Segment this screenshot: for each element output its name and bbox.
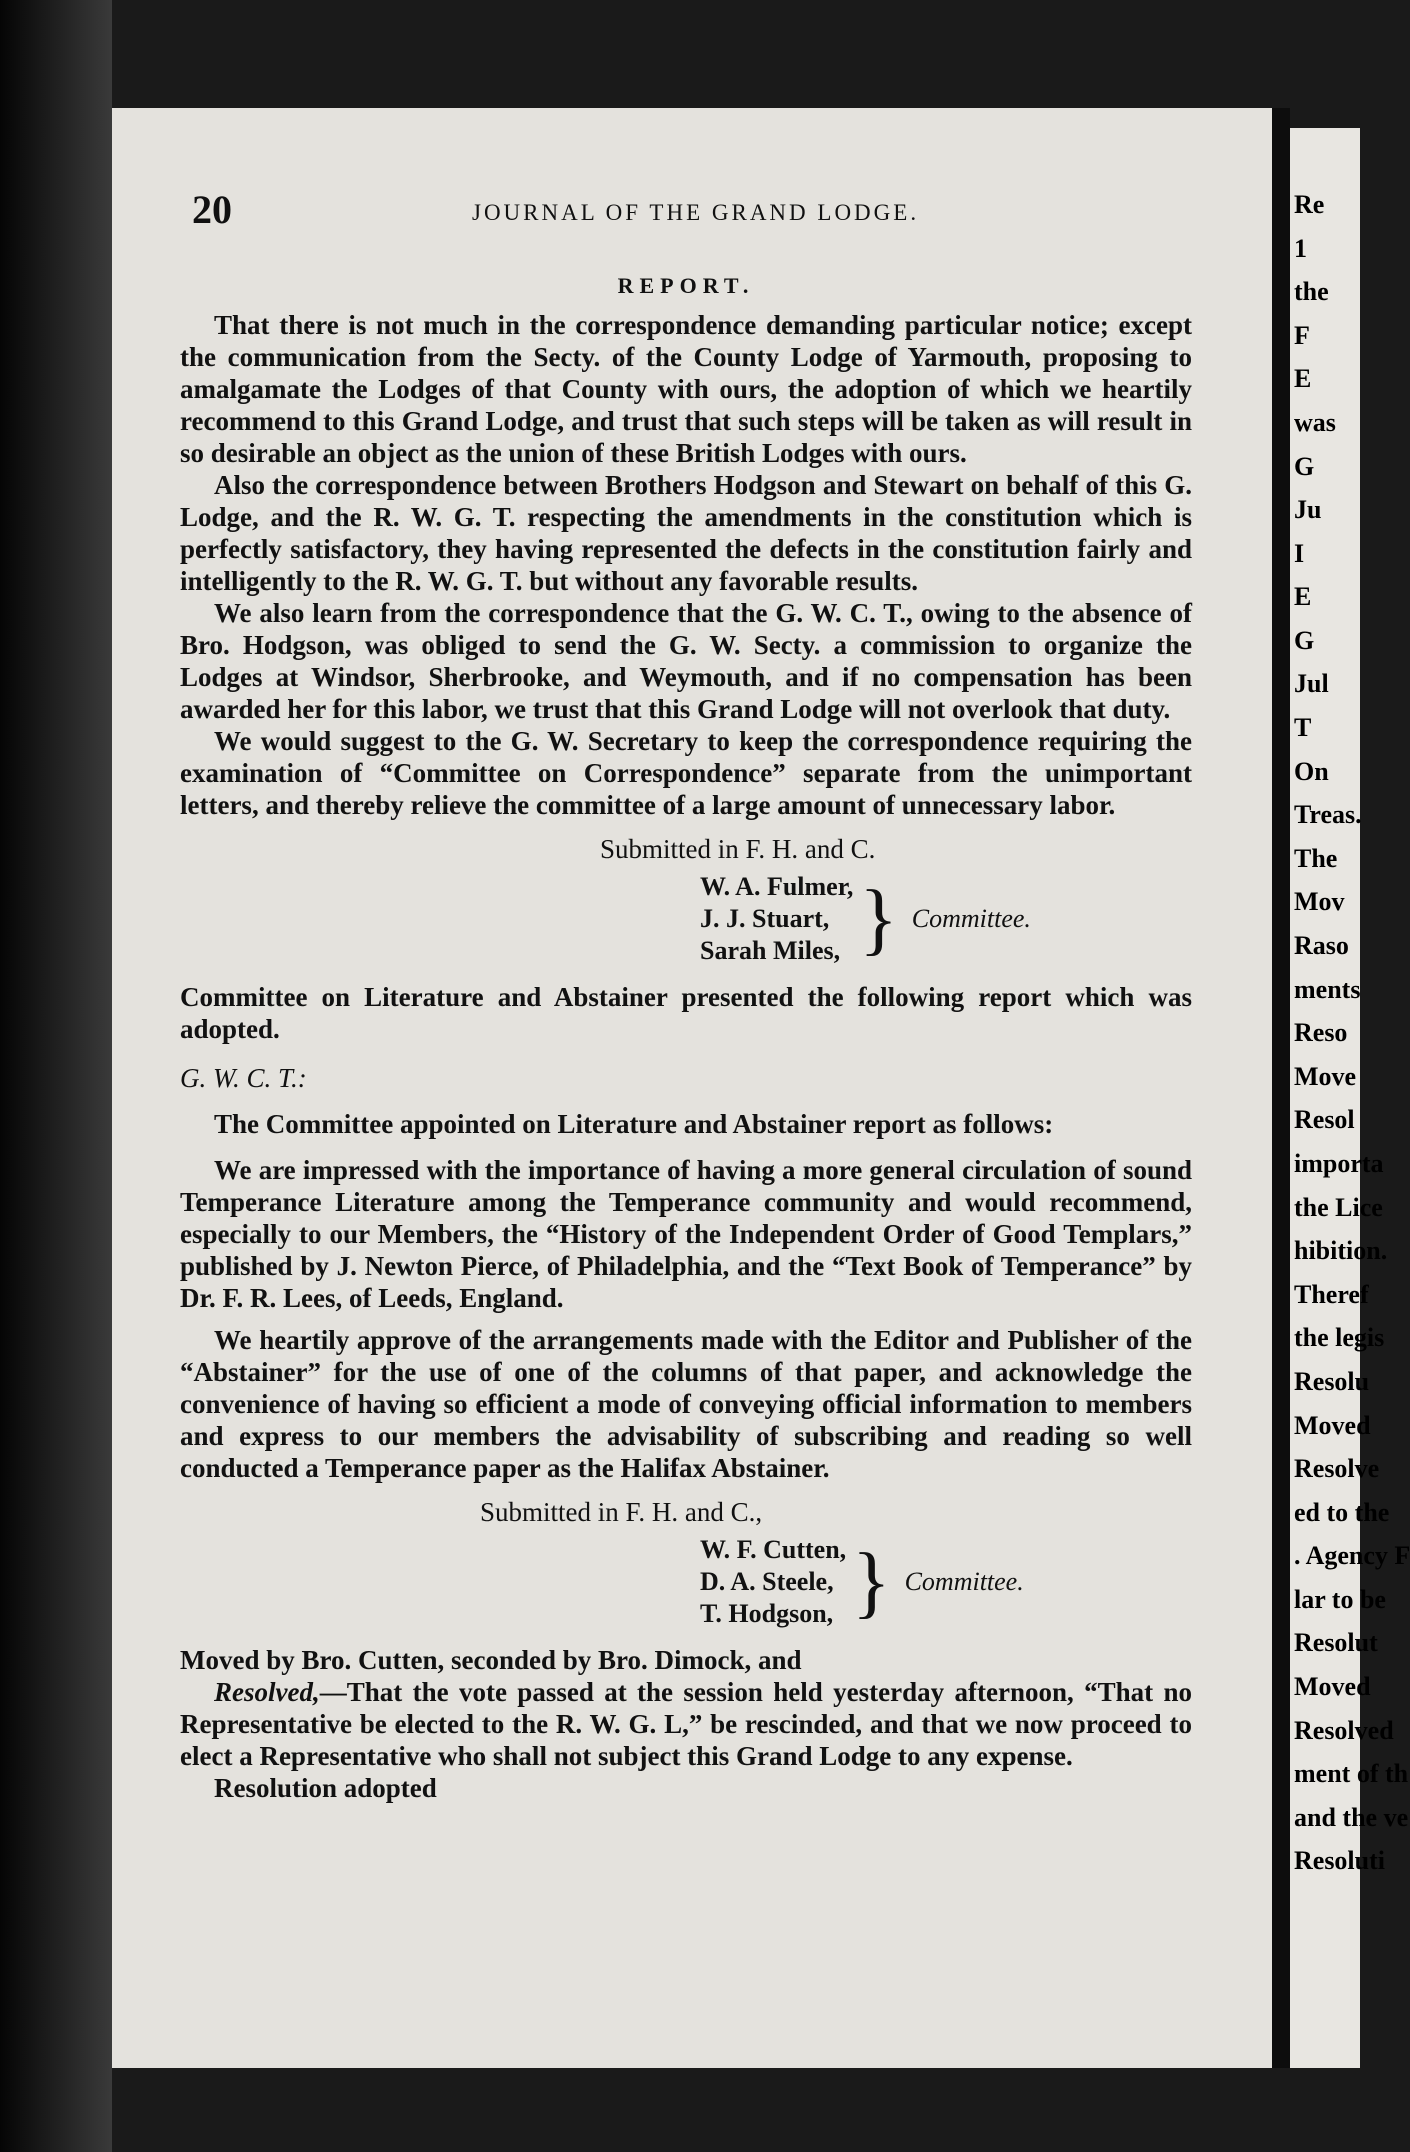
adjacent-page-line: On xyxy=(1294,756,1329,786)
adjacent-page-line: Move xyxy=(1294,1061,1357,1091)
adjacent-page-line: importa xyxy=(1294,1148,1384,1178)
adjacent-page-line: Reso xyxy=(1294,1018,1348,1048)
adjacent-page-line: The xyxy=(1294,843,1338,873)
report2-paragraph: We heartily approve of the arrangements made with the Editor and Publisher of the “Abstainer” for the use of one of the columns of that paper, and acknowledge the convenience of having so efficient a mode of conveying official information to members and express to our members the advisability of subscribing and reading so well conducted a Temperance paper as the Halifax Abstainer. xyxy=(180,1325,1192,1483)
adjacent-page-line: E xyxy=(1294,582,1312,612)
journal-page xyxy=(112,108,1272,2068)
signature-block xyxy=(180,1534,1192,1630)
book-gutter xyxy=(1272,108,1290,2068)
report1-paragraph: That there is not much in the correspondence demanding particular notice; except the communication from the Secty. of the County Lodge of Yarmouth, proposing to amalgamate the Lodges of that County with ours, the adoption of which we heartily recommend to this Grand Lodge, and trust that such steps will be taken as will result in so desirable an object as the union of these British Lodges with ours. xyxy=(180,310,1192,468)
signatory-list xyxy=(700,871,853,967)
report-heading: REPORT. xyxy=(617,273,755,298)
adjacent-page-line: Resolut xyxy=(1294,1628,1378,1658)
adjacent-page-line: Treas. xyxy=(1294,800,1362,830)
brace-glyph: } xyxy=(859,875,898,963)
report1-paragraph: We also learn from the correspondence that the G. W. C. T., owing to the absence of Bro. Hodgson, was obliged to send the G. W. Secty. a commission to organize the Lodges at Windsor, Sherbrooke, and Weymouth, and if no compensation has been awarded her for this labor, we trust that this Grand Lodge will not overlook that duty. xyxy=(180,598,1192,724)
adjacent-page-line: Mov xyxy=(1294,887,1345,917)
adjacent-page-line: Resoluti xyxy=(1294,1846,1385,1876)
adjacent-page-line: Moved xyxy=(1294,1672,1371,1702)
running-head: JOURNAL OF THE GRAND LODGE. xyxy=(472,200,920,225)
report2-opening: The Committee appointed on Literature and Abstainer report as follows: xyxy=(214,1109,1054,1139)
resolved-word: Resolved, xyxy=(214,1677,320,1707)
adjacent-page-line: ed to the xyxy=(1294,1497,1390,1527)
adjacent-page-line: ments xyxy=(1294,974,1361,1004)
adjacent-page-line: F xyxy=(1294,320,1310,350)
resolved-text: —That the vote passed at the session held yesterday afternoon, “That no Representative be elected to the R. W. G. L,” be rescinded, and that we now proceed to elect a Representative who shall not subject this Grand Lodge to any expense. xyxy=(180,1677,1192,1771)
adjacent-page-line: was xyxy=(1294,407,1336,437)
adjacent-page-line: and the ve xyxy=(1294,1802,1409,1832)
adjacent-page-line: ment of th xyxy=(1294,1759,1409,1789)
signatory: D. A. Steele, xyxy=(700,1567,834,1596)
signatory: J. J. Stuart, xyxy=(700,904,830,933)
resolution-adopted: Resolution adopted xyxy=(214,1773,437,1803)
motion-moved: Moved by Bro. Cutten, seconded by Bro. Dimock, and xyxy=(180,1645,802,1675)
adjacent-page-line: . Agency F xyxy=(1294,1541,1410,1571)
signatory: W. A. Fulmer, xyxy=(700,872,854,901)
brace-glyph: } xyxy=(852,1538,891,1626)
scan-left-edge xyxy=(0,0,112,2152)
adjacent-page-line: Jul xyxy=(1294,669,1329,699)
adjacent-page-line: lar to be xyxy=(1294,1584,1386,1614)
adjacent-page-line: Resol xyxy=(1294,1105,1355,1135)
signatory: Sarah Miles, xyxy=(700,936,841,965)
adjacent-page-line: the Lice xyxy=(1294,1192,1383,1222)
adjacent-page-line: Resolu xyxy=(1294,1366,1370,1396)
report1-paragraph: Also the correspondence between Brothers Hodgson and Stewart on behalf of this G. Lodge, and the R. W. G. T. respecting the amendments in the constitution which is perfectly satisfactory, they having represented the defects in the constitution fairly and intelligently to the R. W. G. T. but without any favorable results. xyxy=(180,470,1192,596)
page-header xyxy=(192,186,1192,236)
report2-paragraph: We are impressed with the importance of having a more general circulation of sound Temperance Literature among the Temperance community and would recommend, especially to our Members, the “History of the Independent Order of Good Templars,” published by J. Newton Pierce, of Philadelphia, and the “Text Book of Temperance” by Dr. F. R. Lees, of Leeds, England. xyxy=(180,1155,1192,1313)
adjacent-page-line: E xyxy=(1294,364,1312,394)
literature-intro: Committee on Literature and Abstainer presented the following report which was adopted. xyxy=(180,982,1192,1044)
adjacent-page-line: I xyxy=(1294,538,1305,568)
adjacent-page-line: Moved xyxy=(1294,1410,1371,1440)
committee-label: Committee. xyxy=(911,904,1031,933)
adjacent-page-line: Theref xyxy=(1294,1279,1369,1309)
page-body xyxy=(180,273,1192,1804)
adjacent-page-line: Resolved xyxy=(1294,1715,1394,1745)
signature-block xyxy=(180,871,1192,967)
adjacent-page-line: the legis xyxy=(1294,1323,1385,1353)
committee-label: Committee. xyxy=(904,1567,1024,1596)
adjacent-page-line: G xyxy=(1294,451,1315,481)
adjacent-page-line: Raso xyxy=(1294,931,1349,961)
submitted-line: Submitted in F. H. and C., xyxy=(480,1497,763,1527)
adjacent-page-fragment xyxy=(1290,128,1410,2068)
page-number: 20 xyxy=(192,187,232,232)
adjacent-page-line: T xyxy=(1294,713,1312,743)
adjacent-page-line: 1 xyxy=(1294,233,1307,263)
salutation: G. W. C. T.: xyxy=(180,1063,307,1093)
report1-paragraph: We would suggest to the G. W. Secretary to keep the correspondence requiring the examination of “Committee on Correspondence” separate from the unimportant letters, and thereby relieve the committee of a large amount of unnecessary labor. xyxy=(180,726,1192,820)
submitted-line: Submitted in F. H. and C. xyxy=(600,834,876,864)
adjacent-page-line: the xyxy=(1294,277,1329,307)
adjacent-page-line: Resolve xyxy=(1294,1454,1380,1484)
signatory: W. F. Cutten, xyxy=(700,1535,847,1564)
adjacent-page-line: G xyxy=(1294,625,1315,655)
signatory-list xyxy=(700,1534,846,1630)
adjacent-page-line: hibition. xyxy=(1294,1236,1388,1266)
motion-resolved xyxy=(180,1676,1192,1772)
adjacent-page-line: Ju xyxy=(1294,495,1322,525)
signatory: T. Hodgson, xyxy=(700,1599,834,1628)
adjacent-page-line: Re xyxy=(1294,190,1325,219)
